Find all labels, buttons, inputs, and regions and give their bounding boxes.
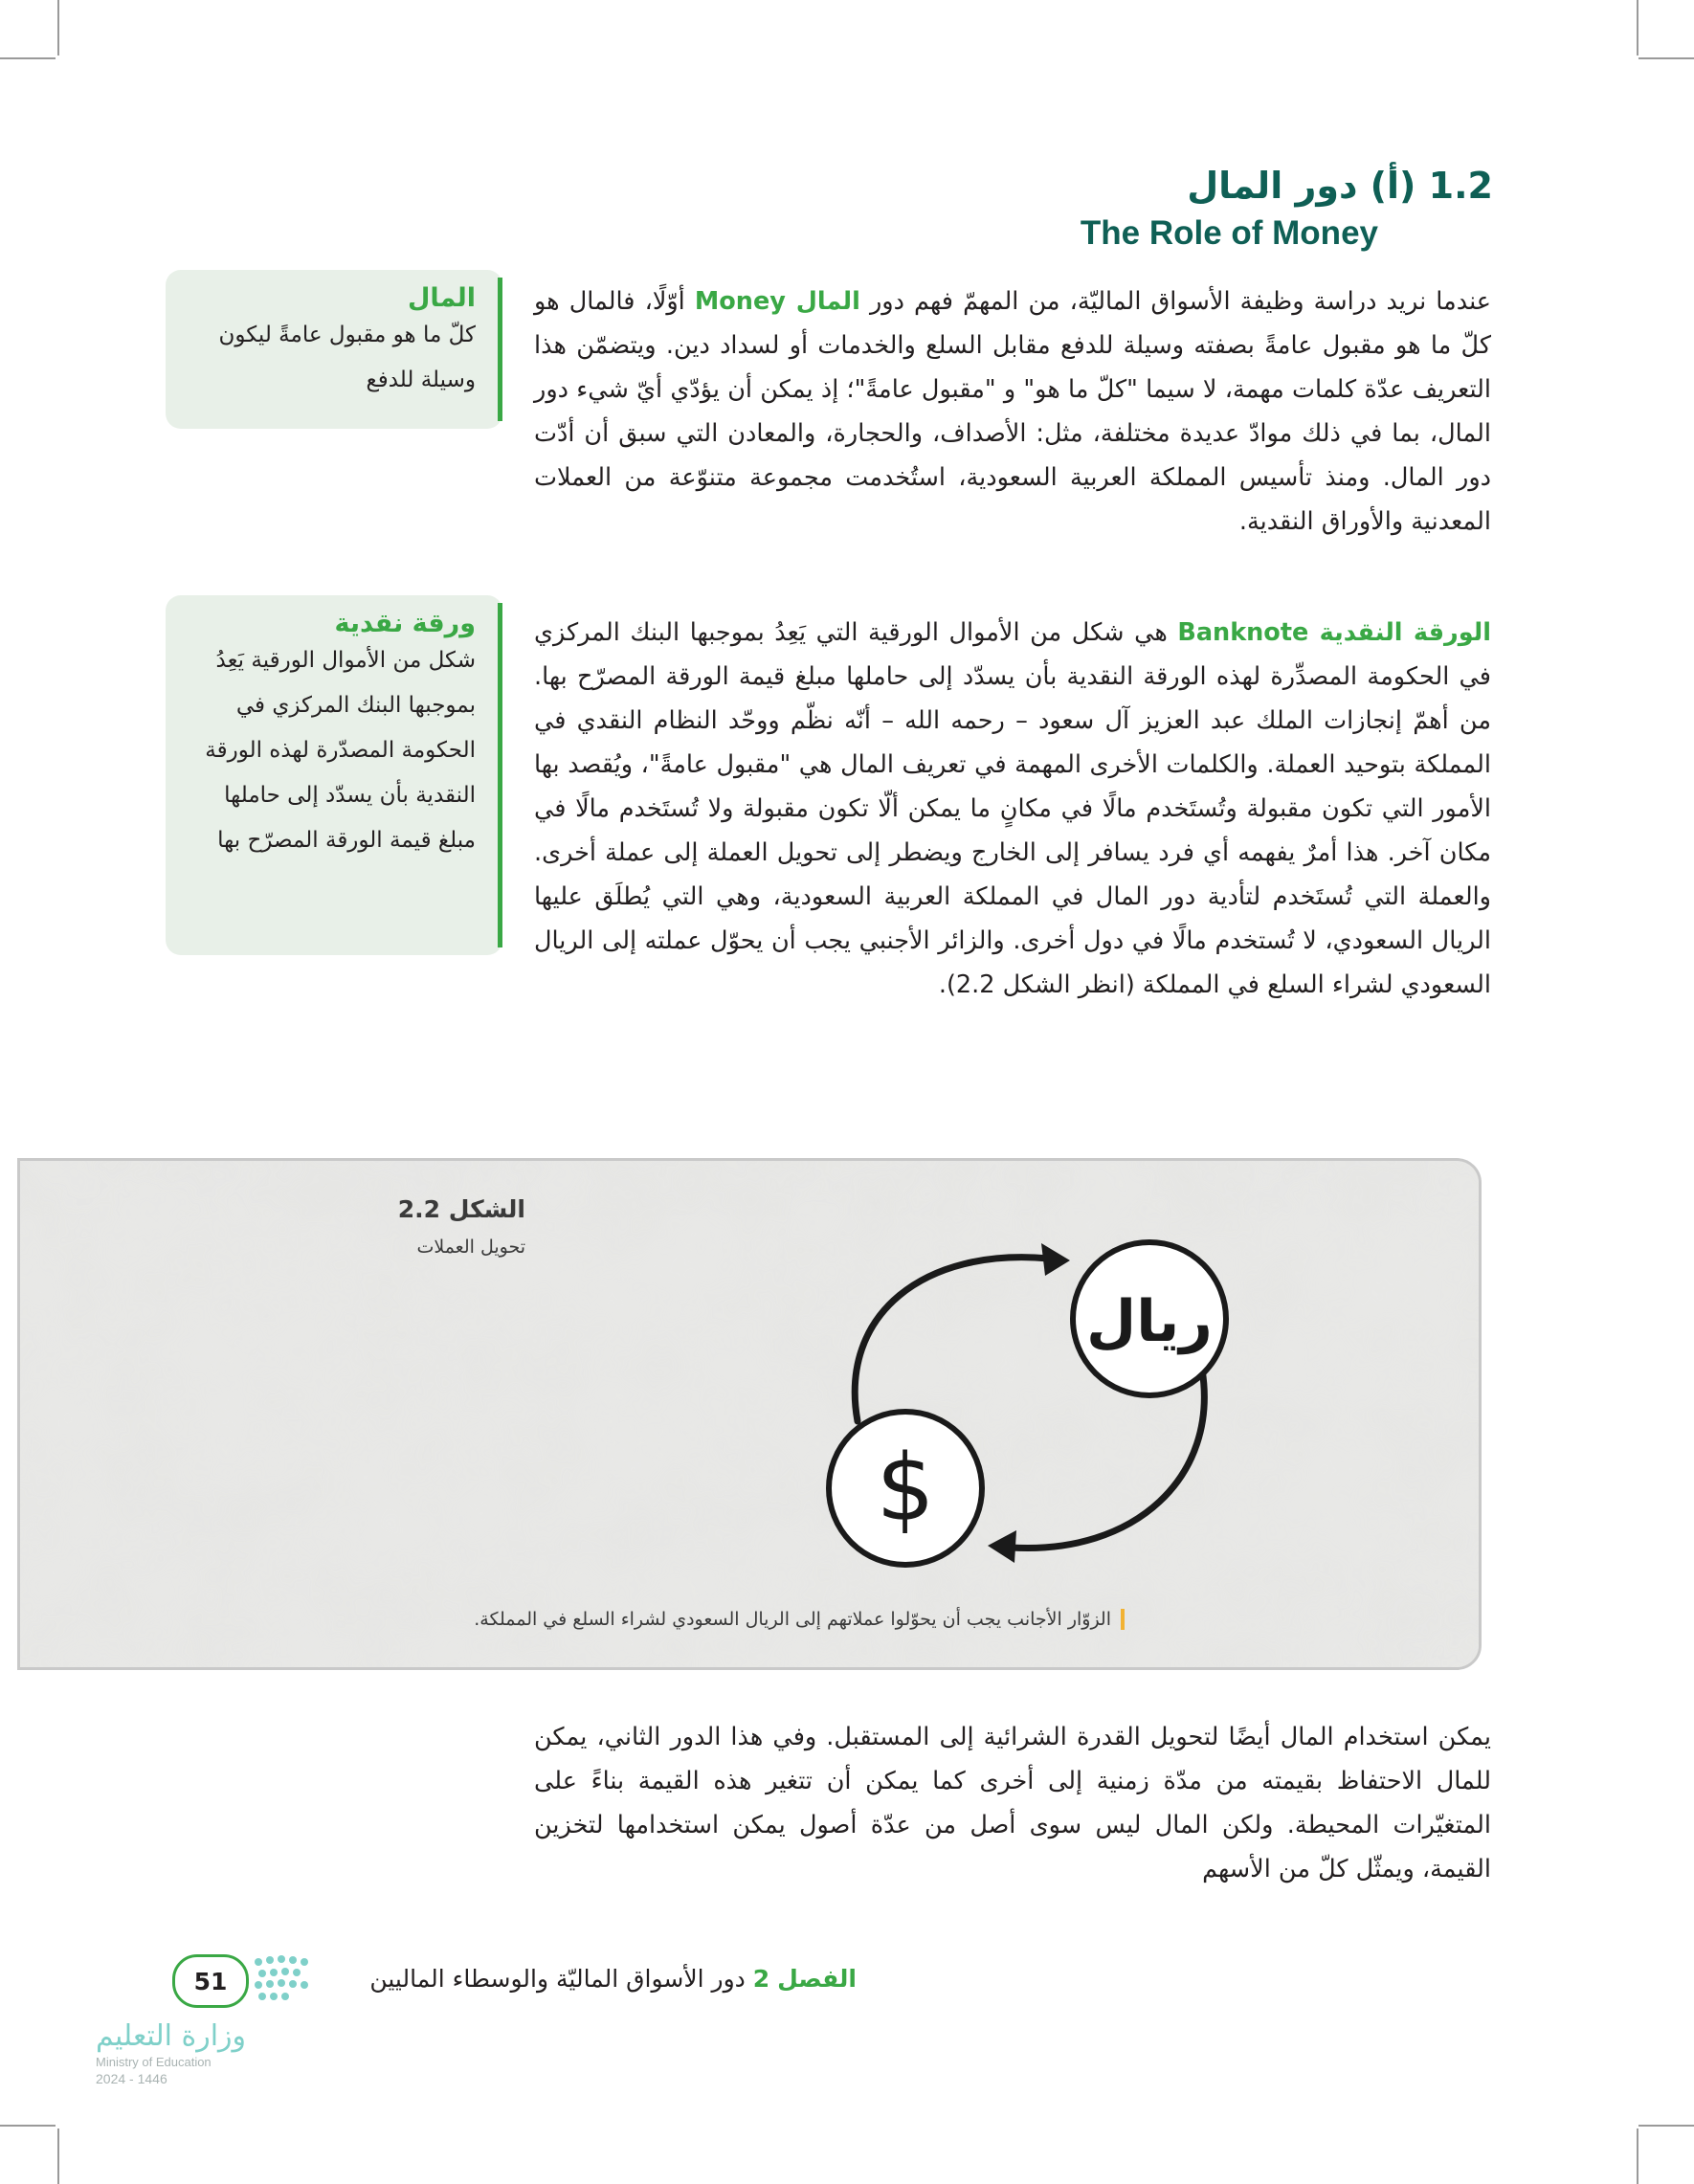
- ministry-name-ar: وزارة التعليم: [96, 2019, 247, 2053]
- paragraph-store-of-value: يمكن استخدام المال أيضًا لتحويل القدرة الشرائية إلى المستقبل. وفي هذا الدور الثاني، يمكن للمال الاحتفاظ بقيمته من مدّة زمنية إلى أخرى كما يمكن أن تتغير هذه القيمة بناءً على المتغيّرات المحيطة. ولكن المال ليس سوى أصل من عدّة أصول يمكن استخدامها لتخزين القيمة، ويمثّل كلّ من الأسهم: [534, 1723, 1491, 1883]
- crop-mark: [1637, 0, 1638, 56]
- glossary-box-money: [166, 270, 502, 429]
- section-number: 1.2: [1428, 165, 1493, 207]
- glossary-term: ورقة نقدية: [334, 609, 476, 638]
- figure-note: الزوّار الأجانب يجب أن يحوّلوا عملاتهم إلى الريال السعودي لشراء السلع في المملكة.: [474, 1609, 1125, 1630]
- figure-number: الشكل 2.2: [397, 1195, 525, 1223]
- crop-mark: [1637, 2128, 1638, 2184]
- riyal-symbol: ريال: [1086, 1288, 1213, 1355]
- crop-mark: [0, 2125, 56, 2127]
- crop-mark: [57, 2128, 59, 2184]
- chapter-footer: [369, 1965, 857, 1993]
- chapter-label: الفصل: [777, 1965, 857, 1993]
- dollar-symbol: $: [876, 1435, 935, 1542]
- keyword-money: المال Money: [694, 287, 860, 316]
- chapter-title: دور الأسواق الماليّة والوسطاء الماليين: [369, 1965, 746, 1993]
- glossary-box-banknote: [166, 595, 502, 955]
- chapter-number: 2: [752, 1965, 770, 1993]
- figure-title: تحويل العملات: [416, 1237, 525, 1258]
- ministry-logo: [96, 2019, 246, 2086]
- crop-mark: [1638, 57, 1694, 59]
- paragraph-banknote: الورقة النقدية Banknote هي شكل من الأموال الورقية التي يَعِدُ بموجبها البنك المركزي في الحكومة المصدِّرة لهذه الورقة النقدية بأن يسدّد إلى حاملها مبلغ قيمة الورقة المصرّح بها. من أهمّ إنجازات الملك عبد العزيز آل سعود – رحمه الله – أنّه نظّم ووحّد النظام النقدي في المملكة بتوحيد العملة. والكلمات الأخرى المهمة في تعريف المال هي "مقبول عامةً"، ويُقصد بها الأمور التي تكون مقبولة وتُستَخدم مالًا في مكانٍ ما يمكن ألّا تكون مقبولة ولا تُستَخدم مالًا في مكان آخر. هذا أمرٌ يفهمه أي فرد يسافر إلى الخارج ويضطر إلى تحويل العملة إلى عملة أخرى. والعملة التي تُستَخدم لتأدية دور المال في المملكة العربية السعودية، وهي التي يُطلَق عليها الريال السعودي، لا تُستخدم مالًا في دول أخرى. والزائر الأجنبي يجب أن يحوّل عملته إلى الريال السعودي لشراء السلع في المملكة (انظر الشكل 2.2).: [534, 618, 1491, 999]
- glossary-definition: شكل من الأموال الورقية يَعِدُ بموجبها البنك المركزي في الحكومة المصدّرة لهذه الورقة النقدية بأن يسدّد إلى حاملها مبلغ قيمة الورقة المصرّح بها: [205, 648, 476, 853]
- keyword-banknote: الورقة النقدية Banknote: [1177, 618, 1491, 647]
- figure-currency-exchange: [17, 1158, 1482, 1670]
- glossary-term: المال: [407, 283, 476, 313]
- circular-arrows-icon: [819, 1199, 1240, 1601]
- riyal-coin-icon: [1073, 1242, 1226, 1395]
- edition-year: 2024 - 1446: [96, 2071, 167, 2086]
- decorative-dots-icon: [253, 1952, 339, 2010]
- ministry-name-en: Ministry of Education: [96, 2055, 212, 2069]
- section-title-en: The Role of Money: [1080, 214, 1378, 252]
- section-title-ar: 1.2 (أ) دور المال: [1187, 165, 1493, 207]
- crop-mark: [0, 57, 56, 59]
- figure-caption: [398, 1195, 525, 1258]
- crop-mark: [57, 0, 59, 56]
- glossary-definition: كلّ ما هو مقبول عامةً ليكون وسيلة للدفع: [218, 323, 476, 392]
- page-number: 51: [172, 1954, 249, 2008]
- crop-mark: [1638, 2125, 1694, 2127]
- section-heading: [995, 165, 1493, 253]
- dollar-coin-icon: [829, 1412, 982, 1565]
- paragraph-money-definition: عندما نريد دراسة وظيفة الأسواق الماليّة، من المهمّ فهم دور المال Money أوّلًا، فالمال هو كلّ ما هو مقبول عامةً بصفته وسيلة للدفع مقابل السلع والخدمات أو لسداد دين. ويتضمّن هذا التعريف عدّة كلمات مهمة، لا سيما "كلّ ما هو" و "مقبول عامةً"؛ إذ يمكن أن يؤدّي أيّ شيء دور المال، بما في ذلك موادّ عديدة مختلفة، مثل: الأصداف، والحجارة، والمعادن التي سبق أن أدّت دور المال. ومنذ تأسيس المملكة العربية السعودية، استُخدمت مجموعة متنوّعة من العملات المعدنية والأوراق النقدية.: [534, 287, 1491, 536]
- concrete-texture-background: [20, 1161, 1482, 1670]
